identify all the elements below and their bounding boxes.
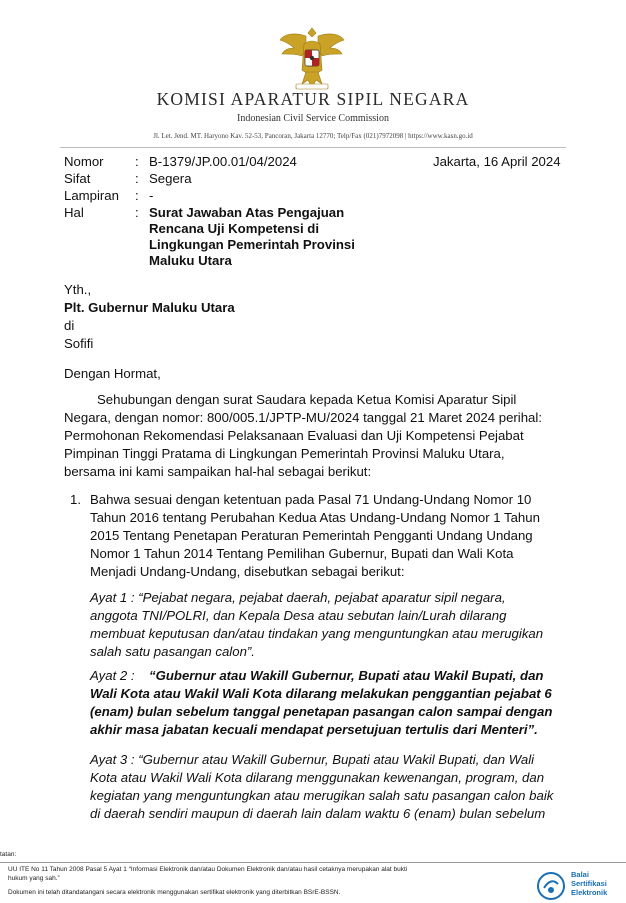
footer-signed-line: Dokumen ini telah ditandatangani secara elektronik menggunakan sertifikat elektronik yang diterbitkan BSrE-BSSN.: [8, 889, 341, 896]
ayat-3-line: kegiatan yang menguntungkan atau merugikan salah satu pasangan calon baik: [90, 788, 554, 803]
bsre-label: Sertifikasi: [571, 879, 607, 888]
header-divider: [60, 147, 566, 148]
bsre-label: Balai: [571, 870, 589, 879]
recipient-greeting: Yth.,: [64, 282, 92, 297]
footer-ite-line: hukum yang sah.”: [8, 875, 60, 882]
organization-name: KOMISI APARATUR SIPIL NEGARA: [156, 89, 470, 109]
intro-line: bersama ini kami sampaikan hal-hal sebagai berikut:: [64, 464, 372, 479]
intro-line: Pimpinan Tinggi Pratama di Lingkungan Pemerintah Provinsi Maluku Utara,: [64, 446, 505, 461]
hal-label: Hal: [64, 205, 84, 220]
organization-address: Jl. Let. Jend. MT. Haryono Kav. 52-53, Pancoran, Jakarta 12770; Telp/Fax (021)7972098 | https://www.kasn.go.id: [153, 132, 473, 140]
footer-note-label: tatan:: [0, 851, 17, 858]
lampiran-colon: :: [135, 188, 139, 203]
lampiran-label: Lampiran: [64, 188, 119, 203]
footer-divider: [0, 862, 626, 863]
ayat-2-line: “Gubernur atau Wakill Gubernur, Bupati atau Wakil Bupati, dan: [149, 668, 544, 683]
footer-ite-line: UU ITE No 11 Tahun 2008 Pasal 5 Ayat 1 “Informasi Elektronik dan/atau Dokumen Elektronik dan/atau hasil cetaknya merupakan alat bukti: [8, 866, 408, 873]
item-1-line: Menjadi Undang-Undang, disebutkan sebagai berikut:: [90, 564, 405, 579]
sifat-value: Segera: [149, 171, 192, 186]
ayat-2-label: Ayat 2 :: [90, 668, 135, 683]
sifat-colon: :: [135, 171, 139, 186]
ayat-1-line: Ayat 1 : “Pejabat negara, pejabat daerah, pejabat aparatur sipil negara,: [90, 590, 506, 605]
hal-line: Rencana Uji Kompetensi di: [149, 221, 320, 236]
lampiran-value: -: [149, 188, 154, 203]
item-1-line: Tahun 2016 tentang Perubahan Kedua Atas Undang-Undang Nomor 1 Tahun: [90, 510, 540, 525]
ayat-3-line: Kota atau Wakil Wali Kota dilarang menggunakan kewenangan, program, dan: [90, 770, 545, 785]
hal-line: Surat Jawaban Atas Pengajuan: [149, 205, 345, 220]
hal-colon: :: [135, 205, 139, 220]
bsre-logo-icon: [536, 871, 566, 901]
nomor-colon: :: [135, 154, 139, 169]
letter-date: Jakarta, 16 April 2024: [433, 154, 561, 169]
nomor-value: B-1379/JP.00.01/04/2024: [149, 154, 297, 169]
item-1-line: Nomor 1 Tahun 2014 Tentang Pemilihan Gubernur, Bupati dan Wali Kota: [90, 546, 514, 561]
item-1-line: Bahwa sesuai dengan ketentuan pada Pasal 71 Undang-Undang Nomor 10: [90, 492, 532, 507]
sifat-label: Sifat: [64, 171, 91, 186]
ayat-2-line: (enam) bulan sebelum tanggal penetapan pasangan calon sampai dengan: [90, 704, 553, 719]
intro-line: Sehubungan dengan surat Saudara kepada Ketua Komisi Aparatur Sipil: [97, 392, 517, 407]
recipient-name: Plt. Gubernur Maluku Utara: [64, 300, 235, 315]
hal-line: Lingkungan Pemerintah Provinsi: [149, 237, 355, 252]
ayat-3-line: di daerah sendiri maupun di daerah lain dalam waktu 6 (enam) bulan sebelum: [90, 806, 546, 821]
item-1-number: 1.: [70, 492, 81, 507]
item-1-line: 2015 Tentang Penetapan Peraturan Pemerintah Pengganti Undang Undang: [90, 528, 533, 543]
ayat-1-line: anggota TNI/POLRI, dan Kepala Desa atau sebutan lain/Lurah dilarang: [90, 608, 507, 623]
intro-line: Negara, dengan nomor: 800/005.1/JPTP-MU/2024 tanggal 21 Maret 2024 perihal:: [64, 410, 542, 425]
salutation: Dengan Hormat,: [64, 366, 161, 381]
nomor-label: Nomor: [64, 154, 104, 169]
bsre-label: Elektronik: [571, 888, 608, 897]
intro-line: Permohonan Rekomendasi Pelaksanaan Evaluasi dan Uji Kompetensi Pejabat: [64, 428, 524, 443]
ayat-2-line: akhir masa jabatan kecuali mendapat persetujuan tertulis dari Menteri”.: [90, 722, 538, 737]
garuda-emblem-icon: [276, 22, 348, 94]
recipient-di: di: [64, 318, 75, 333]
organization-name-english: Indonesian Civil Service Commission: [237, 113, 389, 124]
ayat-1-line: salah satu pasangan calon”.: [90, 644, 255, 659]
ayat-3-line: Ayat 3 : “Gubernur atau Wakill Gubernur, Bupati atau Wakil Bupati, dan Wali: [90, 752, 535, 767]
ayat-1-line: membuat keputusan dan/atau tindakan yang menguntungkan atau merugikan: [90, 626, 544, 641]
hal-line: Maluku Utara: [149, 253, 232, 268]
ayat-2-line: Wali Kota atau Wakil Wali Kota dilarang melakukan penggantian pejabat 6: [90, 686, 552, 701]
recipient-place: Sofifi: [64, 336, 94, 351]
